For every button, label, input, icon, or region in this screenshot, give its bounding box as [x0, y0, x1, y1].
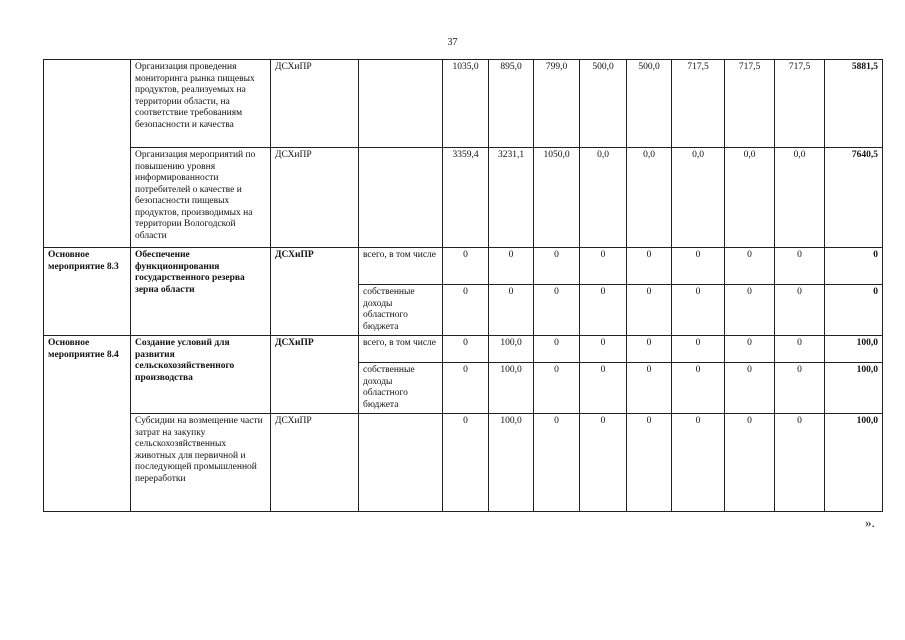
table-row — [44, 414, 883, 512]
total-cell: 100,0 — [825, 336, 883, 363]
total-cell: 100,0 — [825, 414, 883, 512]
value-cell: 0 — [489, 248, 534, 285]
value-cell: 3231,1 — [489, 148, 534, 248]
value-cell: 0 — [775, 248, 825, 285]
value-cell: 0,0 — [775, 148, 825, 248]
value-cell: 0,0 — [725, 148, 775, 248]
total-cell: 0 — [825, 248, 883, 285]
funding-source-cell: всего, в том числе — [359, 336, 443, 363]
closing-quote: ». — [865, 515, 875, 530]
value-cell: 0 — [725, 248, 775, 285]
funding-source-cell — [359, 414, 443, 512]
value-cell: 0 — [627, 414, 672, 512]
value-cell: 1035,0 — [443, 60, 489, 148]
value-cell: 0 — [443, 363, 489, 414]
value-cell: 0 — [580, 248, 627, 285]
value-cell: 0 — [775, 285, 825, 336]
value-cell: 0 — [672, 248, 725, 285]
executor-cell: ДСХиПР — [271, 148, 359, 248]
value-cell: 717,5 — [672, 60, 725, 148]
value-cell: 0 — [775, 363, 825, 414]
value-cell: 0 — [725, 336, 775, 363]
activity-name-cell: Создание условий для развития сельскохозяйственного производства — [131, 336, 271, 414]
value-cell: 799,0 — [534, 60, 580, 148]
value-cell: 500,0 — [580, 60, 627, 148]
value-cell: 0 — [534, 336, 580, 363]
budget-table — [43, 59, 883, 512]
executor-cell: ДСХиПР — [271, 248, 359, 336]
table-row — [44, 248, 883, 285]
value-cell: 100,0 — [489, 336, 534, 363]
value-cell: 0 — [775, 414, 825, 512]
measure-cell: Основное мероприятие 8.3 — [44, 248, 131, 336]
executor-cell: ДСХиПР — [271, 60, 359, 148]
total-cell: 100,0 — [825, 363, 883, 414]
value-cell: 0 — [627, 336, 672, 363]
value-cell: 500,0 — [627, 60, 672, 148]
funding-source-cell — [359, 60, 443, 148]
value-cell: 0 — [580, 336, 627, 363]
table-row — [44, 60, 883, 148]
value-cell: 0 — [489, 285, 534, 336]
value-cell: 0 — [672, 414, 725, 512]
value-cell: 0 — [672, 285, 725, 336]
value-cell: 0,0 — [580, 148, 627, 248]
activity-name-cell: Обеспечение функционирования государственного резерва зерна области — [131, 248, 271, 336]
value-cell: 0 — [725, 285, 775, 336]
table-row — [44, 148, 883, 248]
value-cell: 0 — [672, 363, 725, 414]
page-number: 37 — [447, 37, 458, 48]
value-cell: 0 — [775, 336, 825, 363]
total-cell: 7640,5 — [825, 148, 883, 248]
value-cell: 0 — [627, 248, 672, 285]
funding-source-cell: собственные доходы областного бюджета — [359, 285, 443, 336]
measure-cell: Основное мероприятие 8.4 — [44, 336, 131, 512]
table-row — [44, 336, 883, 363]
funding-source-cell: собственные доходы областного бюджета — [359, 363, 443, 414]
executor-cell: ДСХиПР — [271, 336, 359, 414]
value-cell: 0 — [725, 414, 775, 512]
value-cell: 100,0 — [489, 363, 534, 414]
value-cell: 0,0 — [627, 148, 672, 248]
value-cell: 0 — [580, 363, 627, 414]
value-cell: 0 — [580, 414, 627, 512]
value-cell: 0 — [672, 336, 725, 363]
measure-cell — [44, 60, 131, 248]
value-cell: 0 — [443, 336, 489, 363]
value-cell: 0 — [534, 248, 580, 285]
value-cell: 0 — [627, 363, 672, 414]
value-cell: 100,0 — [489, 414, 534, 512]
funding-source-cell — [359, 148, 443, 248]
value-cell: 0 — [443, 414, 489, 512]
executor-cell: ДСХиПР — [271, 414, 359, 512]
value-cell: 0 — [580, 285, 627, 336]
value-cell: 0 — [534, 363, 580, 414]
value-cell: 895,0 — [489, 60, 534, 148]
activity-name-cell: Организация мероприятий по повышению уровня информированности потребителей о качестве и безопасности пищевых продуктов, производимых на территории Вологодской области — [131, 148, 271, 248]
value-cell: 0 — [534, 285, 580, 336]
value-cell: 0 — [534, 414, 580, 512]
value-cell: 0 — [627, 285, 672, 336]
value-cell: 717,5 — [725, 60, 775, 148]
value-cell: 717,5 — [775, 60, 825, 148]
value-cell: 0,0 — [672, 148, 725, 248]
funding-source-cell: всего, в том числе — [359, 248, 443, 285]
total-cell: 0 — [825, 285, 883, 336]
total-cell: 5881,5 — [825, 60, 883, 148]
activity-name-cell: Организация проведения мониторинга рынка пищевых продуктов, реализуемых на территории области, на соответствие требованиям безопасности и качества — [131, 60, 271, 148]
value-cell: 0 — [443, 248, 489, 285]
value-cell: 1050,0 — [534, 148, 580, 248]
value-cell: 0 — [725, 363, 775, 414]
value-cell: 3359,4 — [443, 148, 489, 248]
activity-name-cell: Субсидии на возмещение части затрат на закупку сельскохозяйственных животных для первичной и последующей промышленной переработки — [131, 414, 271, 512]
value-cell: 0 — [443, 285, 489, 336]
